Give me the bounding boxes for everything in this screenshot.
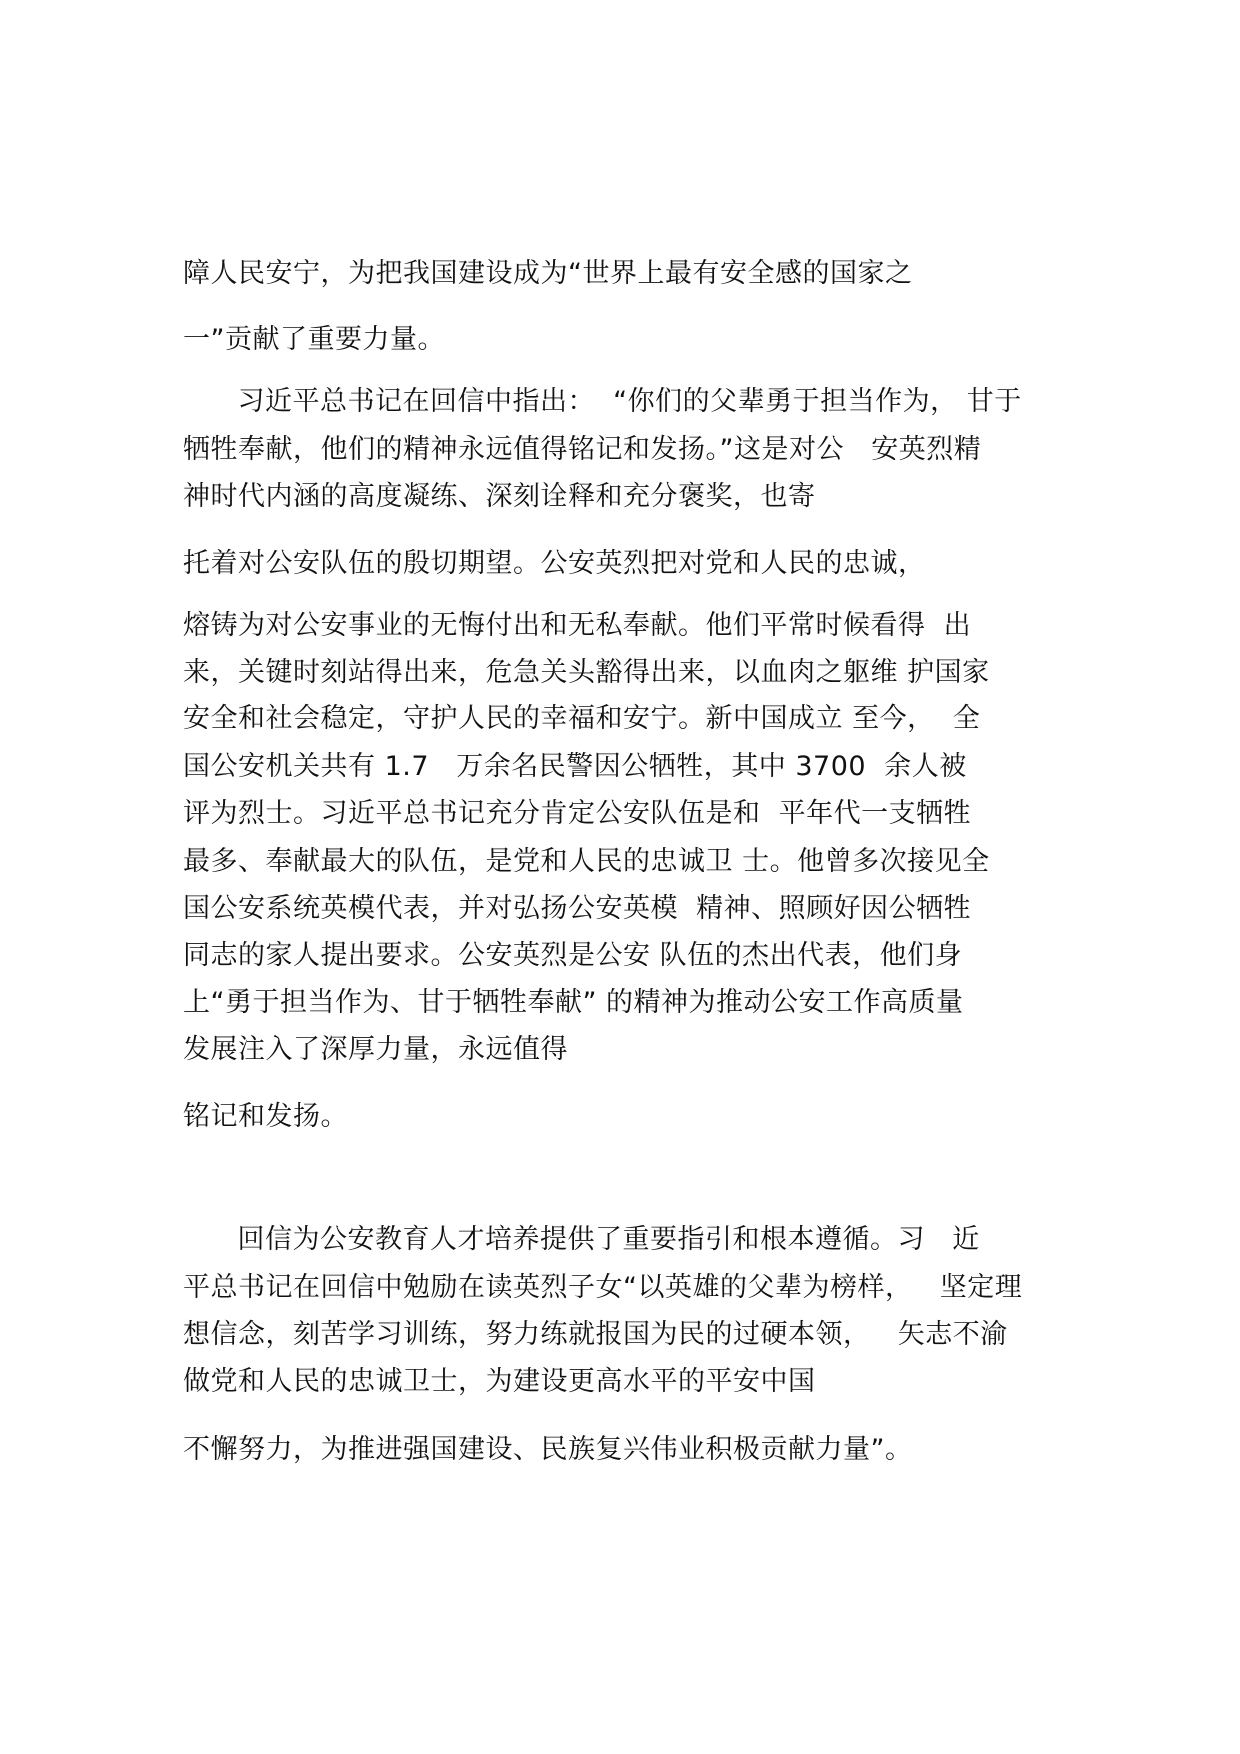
text-line: 发展注入了深厚力量，永远值得 bbox=[183, 1034, 568, 1065]
text-line: 平总书记在回信中勉励在读英烈子女“以英雄的父辈为榜样， 坚定理 bbox=[183, 1272, 1023, 1303]
text-line: 同志的家人提出要求。公安英烈是公安 队伍的杰出代表，他们身 bbox=[183, 940, 963, 971]
text-line: 习近平总书记在回信中指出： “你们的父辈勇于担当作为， 甘于 bbox=[183, 386, 1022, 417]
text-line: 回信为公安教育人才培养提供了重要指引和根本遵循。习 近 bbox=[183, 1224, 980, 1255]
text-line: 托着对公安队伍的殷切期望。公安英烈把对党和人民的忠诚， bbox=[183, 548, 926, 579]
text-line: 国公安系统英模代表，并对弘扬公安英模 精神、照顾好因公牺牲 bbox=[183, 893, 972, 924]
text-line: 牺牲奉献，他们的精神永远值得铭记和发扬。”这是对公 安英烈精 bbox=[183, 434, 982, 465]
text-line: 一”贡献了重要力量。 bbox=[183, 324, 445, 355]
text-line: 神时代内涵的高度凝练、深刻诠释和充分褒奖，也寄 bbox=[183, 481, 816, 512]
text-line: 来，关键时刻站得出来，危急关头豁得出来，以血肉之躯维 护国家 bbox=[183, 657, 990, 688]
text-line: 安全和社会稳定，守护人民的幸福和安宁。新中国成立 至今， 全 bbox=[183, 703, 981, 734]
text-line: 铭记和发扬。 bbox=[183, 1101, 348, 1132]
text-line: 不懈努力，为推进强国建设、民族复兴伟业积极贡献力量”。 bbox=[183, 1434, 913, 1465]
text-line: 障人民安宁，为把我国建设成为“世界上最有安全感的国家之 bbox=[183, 258, 913, 289]
text-line: 想信念，刻苦学习训练，努力练就报国为民的过硬本领， 矢志不渝 bbox=[183, 1319, 1008, 1350]
text-line: 上“勇于担当作为、甘于牺牲奉献” 的精神为推动公安工作高质量 bbox=[183, 987, 964, 1018]
text-line: 熔铸为对公安事业的无悔付出和无私奉献。他们平常时候看得 出 bbox=[183, 610, 972, 641]
text-line: 国公安机关共有 1.7 万余名民警因公牺牲，其中 3700 余人被 bbox=[183, 751, 967, 782]
text-line: 评为烈士。习近平总书记充分肯定公安队伍是和 平年代一支牺牲 bbox=[183, 798, 972, 829]
text-line: 最多、奉献最大的队伍，是党和人民的忠诚卫 士。他曾多次接见全 bbox=[183, 846, 990, 877]
text-line: 做党和人民的忠诚卫士，为建设更高水平的平安中国 bbox=[183, 1366, 816, 1397]
